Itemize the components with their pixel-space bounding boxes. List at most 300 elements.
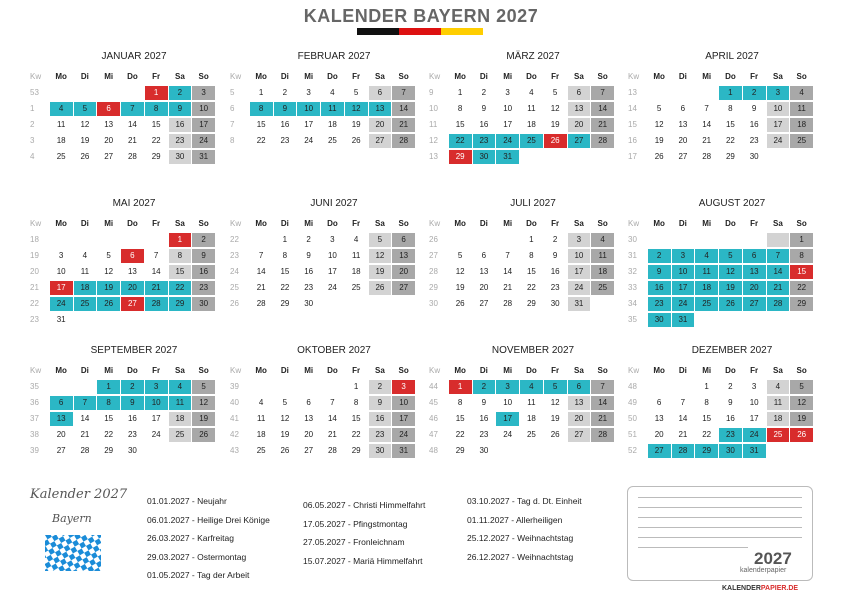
weekday-label: Mi xyxy=(104,219,114,228)
weekday-label: Mo xyxy=(255,219,267,228)
weekday-label: Sa xyxy=(574,72,584,81)
week-number: 33 xyxy=(628,283,637,292)
day-cell-empty xyxy=(568,444,591,458)
week-number: 35 xyxy=(628,315,637,324)
day-cell: 19 xyxy=(550,414,560,423)
day-cell: 3 xyxy=(672,249,695,263)
week-number: 6 xyxy=(230,104,235,113)
week-number: 5 xyxy=(230,88,235,97)
day-cell: 10 xyxy=(749,398,759,407)
day-cell: 13 xyxy=(654,414,664,423)
day-cell: 12 xyxy=(369,249,392,263)
day-cell: 14 xyxy=(256,267,266,276)
weekday-header xyxy=(28,364,216,380)
day-cell: 3 xyxy=(392,380,415,394)
weekday-label: Do xyxy=(526,219,537,228)
day-cell: 21 xyxy=(678,430,688,439)
weekday-label: Mi xyxy=(702,72,712,81)
kw-header: Kw xyxy=(429,72,441,81)
day-cell: 20 xyxy=(369,118,392,132)
day-cell: 16 xyxy=(369,412,392,426)
month-name: JUNI 2027 xyxy=(310,198,358,209)
day-cell: 25 xyxy=(591,281,614,295)
day-cell: 18 xyxy=(526,414,536,423)
day-cell: 25 xyxy=(256,446,266,455)
day-cell: 1 xyxy=(457,88,463,97)
day-cell: 8 xyxy=(457,398,463,407)
day-cell: 29 xyxy=(169,297,192,311)
holiday-entry: 06.01.2027 - Heilige Drei Könige xyxy=(147,514,270,525)
weekday-label: Di xyxy=(280,219,289,228)
day-cell: 13 xyxy=(678,120,688,129)
weekday-label: Sa xyxy=(773,219,783,228)
month-1 xyxy=(28,50,216,166)
holiday-list-col-1 xyxy=(147,492,270,585)
weekday-label: Sa xyxy=(375,219,385,228)
week-number: 26 xyxy=(429,235,438,244)
day-cell: 27 xyxy=(568,134,591,148)
day-cell: 15 xyxy=(526,267,536,276)
day-cell: 24 xyxy=(392,428,415,442)
day-cell: 11 xyxy=(57,120,66,129)
day-cell: 15 xyxy=(790,265,813,279)
day-cell: 11 xyxy=(352,251,361,260)
week-number: 28 xyxy=(429,267,438,276)
kw-header: Kw xyxy=(30,366,42,375)
day-cell-empty xyxy=(544,150,567,164)
day-cell: 23 xyxy=(479,430,489,439)
day-cell: 3 xyxy=(306,88,311,97)
day-cell: 20 xyxy=(392,265,415,279)
day-cell: 22 xyxy=(702,430,712,439)
footer-script-subtitle: Bayern xyxy=(52,512,92,525)
day-cell: 14 xyxy=(503,267,513,276)
day-cell: 5 xyxy=(369,233,392,247)
weekday-label: Do xyxy=(526,72,537,81)
day-cell-empty xyxy=(544,444,567,458)
day-cell: 16 xyxy=(169,118,192,132)
day-cell: 14 xyxy=(392,102,415,116)
day-cell: 19 xyxy=(80,136,90,145)
day-cell: 18 xyxy=(790,118,813,132)
day-cell: 18 xyxy=(256,430,266,439)
day-cell-empty xyxy=(648,380,671,394)
day-cell: 4 xyxy=(50,102,73,116)
day-cell: 31 xyxy=(56,315,66,324)
week-number: 16 xyxy=(628,136,637,145)
day-cell: 20 xyxy=(568,412,591,426)
day-cell: 26 xyxy=(790,428,813,442)
weekday-label: Di xyxy=(479,366,488,375)
week-number: 34 xyxy=(628,299,637,308)
day-cell: 20 xyxy=(479,283,489,292)
notes-line xyxy=(638,547,748,548)
day-cell: 4 xyxy=(330,88,335,97)
day-cell-empty xyxy=(767,313,790,327)
day-cell-empty xyxy=(192,444,215,458)
week-number: 22 xyxy=(230,235,239,244)
week-number: 42 xyxy=(230,430,239,439)
day-cell: 3 xyxy=(751,382,757,391)
day-cell: 20 xyxy=(56,430,66,439)
week-row xyxy=(427,444,615,460)
holiday-entry: 01.05.2027 - Tag der Arbeit xyxy=(147,570,250,580)
weekday-label: Di xyxy=(678,366,687,375)
notes-line xyxy=(638,507,802,508)
week-row xyxy=(28,265,216,281)
day-cell-empty xyxy=(520,444,543,458)
day-cell: 26 xyxy=(654,152,664,161)
day-cell: 12 xyxy=(80,120,90,129)
brand-logo-part: KALENDER xyxy=(722,585,761,592)
weekday-label: Mo xyxy=(55,366,67,375)
day-cell: 14 xyxy=(151,267,161,276)
day-cell: 18 xyxy=(56,136,66,145)
week-number: 15 xyxy=(628,120,637,129)
week-row xyxy=(626,380,814,396)
day-cell: 28 xyxy=(503,299,513,308)
month-name: MÄRZ 2027 xyxy=(506,51,560,62)
week-number: 30 xyxy=(429,299,438,308)
day-cell: 28 xyxy=(256,299,266,308)
weekday-label: Mi xyxy=(104,366,114,375)
day-cell: 21 xyxy=(80,430,90,439)
week-number: 52 xyxy=(628,446,637,455)
day-cell: 16 xyxy=(280,120,290,129)
weekday-label: Fr xyxy=(352,72,361,81)
notes-year: 2027 xyxy=(754,549,792,568)
day-cell: 21 xyxy=(127,136,137,145)
day-cell: 27 xyxy=(56,446,66,455)
weekday-label: Mi xyxy=(503,366,513,375)
day-cell: 2 xyxy=(282,88,288,97)
weekday-label: Do xyxy=(327,219,338,228)
day-cell: 5 xyxy=(106,251,111,260)
day-cell: 6 xyxy=(743,249,766,263)
day-cell: 4 xyxy=(767,380,790,394)
week-number: 40 xyxy=(230,398,239,407)
day-cell: 12 xyxy=(455,267,465,276)
day-cell: 24 xyxy=(503,430,513,439)
day-cell: 23 xyxy=(369,428,392,442)
day-cell: 25 xyxy=(526,430,536,439)
week-row xyxy=(427,102,615,118)
day-cell: 27 xyxy=(121,297,144,311)
day-cell: 28 xyxy=(591,134,614,148)
day-cell: 13 xyxy=(369,102,392,116)
day-cell: 25 xyxy=(520,134,543,148)
day-cell: 15 xyxy=(169,265,192,279)
week-row xyxy=(228,428,416,444)
week-number: 48 xyxy=(429,446,438,455)
month-6 xyxy=(228,197,416,313)
day-cell-empty xyxy=(97,233,120,247)
day-cell: 24 xyxy=(304,136,314,145)
week-row xyxy=(228,265,416,281)
week-number: 27 xyxy=(429,251,438,260)
day-cell: 14 xyxy=(767,265,790,279)
day-cell: 7 xyxy=(767,249,790,263)
day-cell: 5 xyxy=(790,380,813,394)
day-cell: 4 xyxy=(82,251,88,260)
weekday-label: Mi xyxy=(304,72,314,81)
month-9 xyxy=(28,344,216,460)
week-row xyxy=(28,86,216,102)
day-cell: 24 xyxy=(767,134,790,148)
day-cell: 4 xyxy=(695,249,718,263)
day-cell: 2 xyxy=(306,235,311,244)
weekday-label: Do xyxy=(127,366,138,375)
day-cell-empty xyxy=(695,233,718,247)
day-cell: 22 xyxy=(351,430,361,439)
day-cell: 8 xyxy=(790,249,813,263)
day-cell: 6 xyxy=(481,251,487,260)
day-cell: 26 xyxy=(80,152,90,161)
week-row xyxy=(228,444,416,460)
weekday-label: Fr xyxy=(551,219,560,228)
day-cell: 22 xyxy=(256,136,266,145)
week-number: 26 xyxy=(230,299,239,308)
week-row xyxy=(28,380,216,396)
month-8 xyxy=(626,197,814,329)
kw-header: Kw xyxy=(230,219,242,228)
day-cell-empty xyxy=(672,86,695,100)
flag-stripe-black xyxy=(357,28,399,35)
day-cell: 29 xyxy=(695,444,718,458)
day-cell: 22 xyxy=(280,283,290,292)
day-cell: 15 xyxy=(256,120,266,129)
day-cell: 21 xyxy=(256,283,266,292)
day-cell: 8 xyxy=(169,249,192,263)
day-cell-empty xyxy=(648,233,671,247)
weekday-label: Di xyxy=(280,72,289,81)
day-cell: 30 xyxy=(648,313,671,327)
day-cell: 14 xyxy=(80,414,90,423)
week-row xyxy=(228,380,416,396)
day-cell: 24 xyxy=(743,428,766,442)
day-cell-empty xyxy=(121,86,144,100)
day-cell: 26 xyxy=(192,428,215,442)
bavaria-flag-icon xyxy=(45,535,101,576)
week-row xyxy=(228,297,416,313)
week-row xyxy=(228,233,416,249)
day-cell: 10 xyxy=(767,102,790,116)
day-cell-empty xyxy=(719,313,742,327)
week-row xyxy=(427,396,615,412)
week-number: 37 xyxy=(30,414,39,423)
day-cell-empty xyxy=(568,150,591,164)
day-cell: 8 xyxy=(353,398,359,407)
day-cell: 6 xyxy=(680,104,686,113)
day-cell-empty xyxy=(743,233,766,247)
weekday-label: So xyxy=(597,219,608,228)
weekday-label: Fr xyxy=(551,72,560,81)
day-cell: 17 xyxy=(767,118,790,132)
weekday-label: So xyxy=(796,72,807,81)
day-cell: 5 xyxy=(74,102,97,116)
weekday-label: Do xyxy=(327,72,338,81)
day-cell: 27 xyxy=(648,444,671,458)
weekday-label: So xyxy=(398,366,409,375)
brand-logo xyxy=(722,585,798,592)
kw-header: Kw xyxy=(230,366,242,375)
day-cell: 5 xyxy=(719,249,742,263)
week-number: 23 xyxy=(230,251,239,260)
day-cell: 22 xyxy=(725,136,735,145)
week-number: 31 xyxy=(628,251,637,260)
day-cell-empty xyxy=(743,313,766,327)
week-number: 24 xyxy=(230,267,239,276)
holiday-entry: 17.05.2027 - Pfingstmontag xyxy=(303,518,408,529)
notes-line xyxy=(638,517,802,518)
day-cell: 2 xyxy=(369,380,392,394)
day-cell: 16 xyxy=(479,414,489,423)
holiday-entry: 06.05.2027 - Christi Himmelfahrt xyxy=(303,500,426,510)
day-cell-empty xyxy=(672,233,695,247)
day-cell-empty xyxy=(74,86,97,100)
day-cell: 16 xyxy=(550,267,560,276)
notes-subtitle: kalenderpapier xyxy=(740,567,787,574)
day-cell: 16 xyxy=(192,265,215,279)
week-number: 29 xyxy=(429,283,438,292)
day-cell: 23 xyxy=(749,136,759,145)
day-cell: 22 xyxy=(790,281,813,295)
day-cell-empty xyxy=(695,86,718,100)
week-row xyxy=(28,428,216,444)
weekday-label: So xyxy=(398,219,409,228)
weekday-label: Sa xyxy=(175,366,185,375)
day-cell: 6 xyxy=(568,380,591,394)
day-cell: 5 xyxy=(656,104,662,113)
day-cell: 30 xyxy=(169,150,192,164)
week-row xyxy=(28,102,216,118)
day-cell: 24 xyxy=(327,283,337,292)
kw-header: Kw xyxy=(230,72,242,81)
day-cell-empty xyxy=(496,233,519,247)
day-cell: 10 xyxy=(192,102,215,116)
day-cell: 3 xyxy=(568,233,591,247)
weekday-label: Mo xyxy=(454,366,466,375)
day-cell: 4 xyxy=(353,235,359,244)
day-cell: 5 xyxy=(282,398,288,407)
weekday-label: Mi xyxy=(702,366,712,375)
week-row xyxy=(626,428,814,444)
day-cell: 5 xyxy=(457,251,463,260)
day-cell-empty xyxy=(121,313,144,327)
weekday-label: Sa xyxy=(574,366,584,375)
day-cell: 12 xyxy=(719,265,742,279)
notes-line xyxy=(638,497,802,498)
weekday-label: Mo xyxy=(55,72,67,81)
day-cell: 21 xyxy=(767,281,790,295)
holiday-entry: 25.12.2027 - Weihnachtstag xyxy=(467,533,574,543)
day-cell: 28 xyxy=(80,446,90,455)
weekday-label: So xyxy=(398,72,409,81)
day-cell: 13 xyxy=(127,267,137,276)
weekday-label: Do xyxy=(725,366,736,375)
week-number: 3 xyxy=(30,136,35,145)
month-name: AUGUST 2027 xyxy=(698,198,766,209)
day-cell-empty xyxy=(695,313,718,327)
day-cell: 24 xyxy=(568,281,591,295)
day-cell: 13 xyxy=(568,102,591,116)
week-row xyxy=(427,249,615,265)
day-cell: 19 xyxy=(351,120,361,129)
weekday-label: Sa xyxy=(773,72,783,81)
week-number: 13 xyxy=(429,152,438,161)
day-cell: 9 xyxy=(274,102,297,116)
week-row xyxy=(427,150,615,166)
day-cell-empty xyxy=(297,380,320,394)
day-cell: 28 xyxy=(327,446,337,455)
day-cell: 15 xyxy=(455,414,465,423)
day-cell: 20 xyxy=(743,281,766,295)
day-cell: 23 xyxy=(304,283,314,292)
day-cell: 30 xyxy=(719,444,742,458)
day-cell: 23 xyxy=(550,283,560,292)
day-cell: 12 xyxy=(280,414,290,423)
day-cell: 26 xyxy=(369,281,392,295)
week-row xyxy=(626,396,814,412)
day-cell-empty xyxy=(50,233,73,247)
day-cell: 20 xyxy=(304,430,314,439)
day-cell: 20 xyxy=(568,118,591,132)
week-row xyxy=(427,134,615,150)
day-cell: 16 xyxy=(648,281,671,295)
day-cell: 1 xyxy=(145,86,168,100)
brand-logo-part: PAPIER.DE xyxy=(760,585,799,592)
weekday-label: Fr xyxy=(152,72,161,81)
day-cell: 6 xyxy=(568,86,591,100)
day-cell: 14 xyxy=(127,120,137,129)
day-cell: 31 xyxy=(743,444,766,458)
month-10 xyxy=(228,344,416,460)
day-cell: 18 xyxy=(767,412,790,426)
day-cell: 17 xyxy=(672,281,695,295)
day-cell: 3 xyxy=(192,86,215,100)
weekday-label: Do xyxy=(127,72,138,81)
day-cell: 13 xyxy=(479,267,489,276)
week-row xyxy=(427,380,615,396)
day-cell-empty xyxy=(591,444,614,458)
week-row xyxy=(626,102,814,118)
day-cell-empty xyxy=(274,380,297,394)
day-cell: 7 xyxy=(330,398,335,407)
day-cell-empty xyxy=(591,297,614,311)
weekday-label: Sa xyxy=(375,72,385,81)
weekday-label: Fr xyxy=(152,219,161,228)
weekday-label: Sa xyxy=(175,219,185,228)
week-row xyxy=(28,313,216,329)
week-row xyxy=(28,444,216,460)
weekday-label: Mo xyxy=(653,366,665,375)
page-title: KALENDER BAYERN 2027 xyxy=(303,6,539,26)
day-cell-empty xyxy=(250,380,273,394)
weekday-label: Fr xyxy=(152,366,161,375)
day-cell: 26 xyxy=(455,299,465,308)
weekday-label: Mo xyxy=(454,219,466,228)
day-cell: 10 xyxy=(503,104,513,113)
week-row xyxy=(427,281,615,297)
weekday-label: Sa xyxy=(175,72,185,81)
month-name: NOVEMBER 2027 xyxy=(491,345,575,356)
day-cell: 6 xyxy=(97,102,120,116)
day-cell: 19 xyxy=(455,283,465,292)
day-cell: 7 xyxy=(680,398,686,407)
flag-stripe-gold xyxy=(441,28,483,35)
day-cell: 17 xyxy=(496,412,519,426)
day-cell: 2 xyxy=(121,380,144,394)
